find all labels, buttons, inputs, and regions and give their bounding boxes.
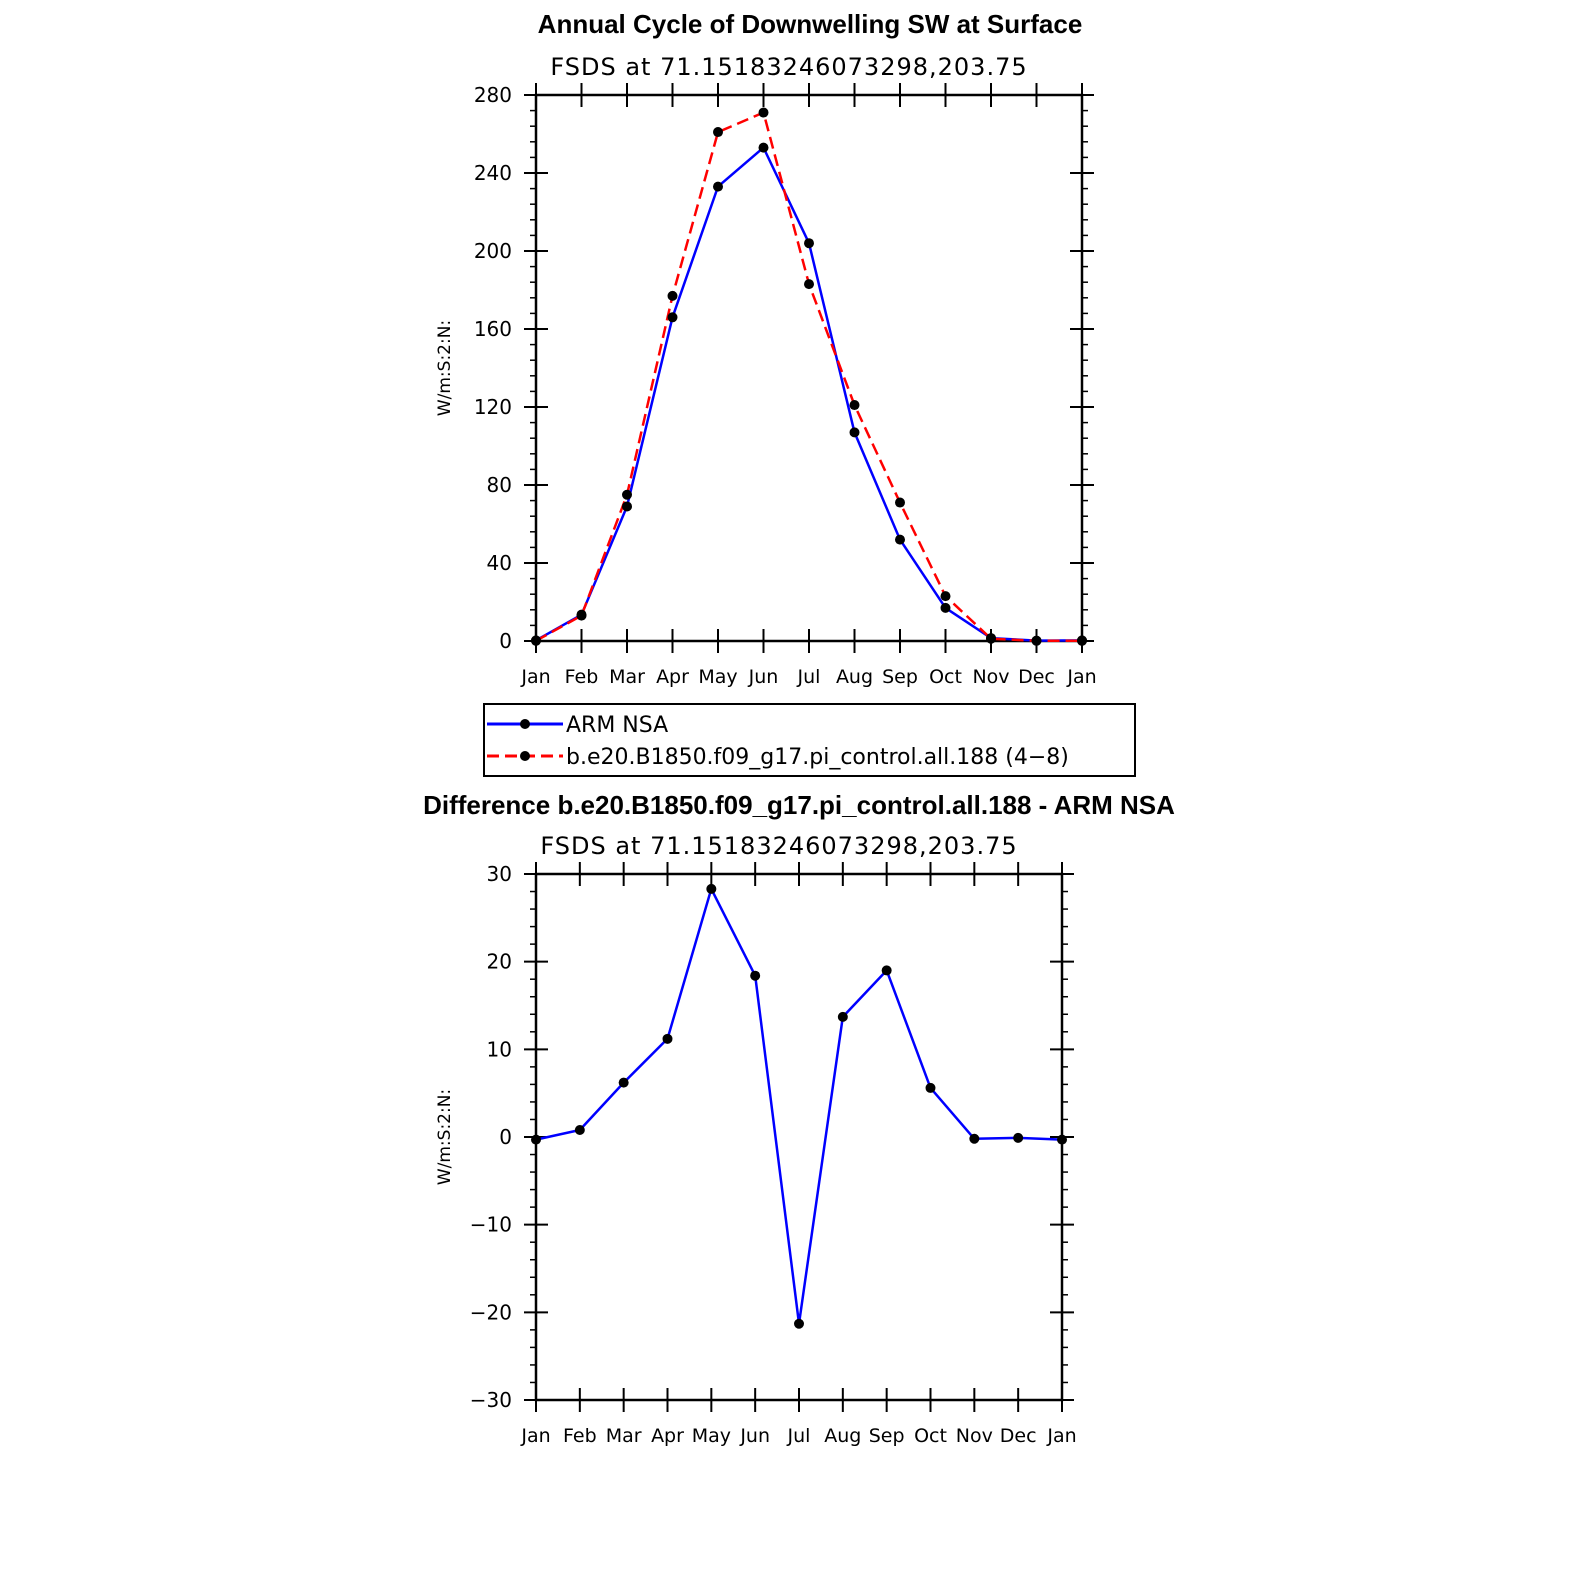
y-tick-label: 80 bbox=[486, 473, 512, 497]
x-ticks bbox=[520, 862, 1076, 1447]
x-tick-label: Jul bbox=[797, 666, 821, 688]
legend bbox=[484, 704, 1135, 776]
data-point bbox=[1057, 1135, 1067, 1145]
plot-frame bbox=[536, 95, 1082, 641]
x-tick-label: Mar bbox=[609, 666, 645, 688]
y-tick-label: 10 bbox=[486, 1037, 512, 1062]
x-tick-label: Dec bbox=[1018, 666, 1055, 688]
y-axis-label: W/m:S:2:N: bbox=[435, 319, 455, 417]
x-tick-label: Jan bbox=[521, 666, 551, 688]
y-tick-label: 120 bbox=[473, 395, 512, 419]
data-point bbox=[668, 291, 678, 301]
legend-label-arm-nsa: ARM NSA bbox=[566, 713, 669, 738]
data-point bbox=[941, 591, 951, 601]
x-tick-label: Apr bbox=[651, 1425, 684, 1447]
data-point bbox=[1013, 1133, 1023, 1143]
x-tick-label: Jun bbox=[740, 1425, 771, 1447]
data-point bbox=[622, 490, 632, 500]
data-point bbox=[986, 634, 996, 644]
data-point bbox=[577, 611, 587, 621]
data-point bbox=[850, 427, 860, 437]
x-tick-label: Aug bbox=[824, 1425, 862, 1447]
y-tick-label: 240 bbox=[473, 161, 512, 185]
x-tick-label: Feb bbox=[564, 666, 599, 688]
x-tick-label: May bbox=[691, 1425, 731, 1447]
difference-chart bbox=[423, 790, 1175, 1447]
data-point bbox=[759, 143, 769, 153]
y-ticks bbox=[470, 862, 1074, 1412]
data-point bbox=[706, 884, 716, 894]
x-tick-label: Oct bbox=[929, 666, 962, 688]
plot-border bbox=[536, 95, 1082, 641]
data-point bbox=[804, 279, 814, 289]
y-tick-label: 20 bbox=[486, 949, 512, 974]
x-tick-label: Jun bbox=[748, 666, 779, 688]
data-point bbox=[794, 1319, 804, 1329]
x-tick-label: Sep bbox=[882, 666, 918, 688]
data-point bbox=[895, 535, 905, 545]
data-point bbox=[850, 400, 860, 410]
x-tick-label: Sep bbox=[868, 1425, 905, 1447]
data-point bbox=[619, 1078, 629, 1088]
legend-marker-arm-nsa bbox=[520, 719, 530, 729]
chart-subtitle: FSDS at 71.15183246073298,203.75 bbox=[550, 53, 1028, 81]
x-tick-label: Feb bbox=[563, 1425, 597, 1447]
x-tick-label: Nov bbox=[972, 666, 1010, 688]
data-point bbox=[895, 498, 905, 508]
data-point bbox=[926, 1083, 936, 1093]
series-line-1 bbox=[536, 113, 1082, 641]
y-tick-label: 160 bbox=[473, 317, 512, 341]
data-point bbox=[804, 238, 814, 248]
data-point bbox=[1077, 636, 1087, 646]
chart-subtitle: FSDS at 71.15183246073298,203.75 bbox=[540, 832, 1018, 860]
y-tick-label: 0 bbox=[499, 629, 512, 653]
x-tick-label: Jul bbox=[787, 1425, 811, 1447]
data-point bbox=[668, 312, 678, 322]
x-tick-label: Mar bbox=[605, 1425, 642, 1447]
x-tick-label: Dec bbox=[999, 1425, 1037, 1447]
data-point bbox=[750, 971, 760, 981]
x-ticks bbox=[520, 83, 1096, 688]
y-tick-label: −30 bbox=[469, 1388, 512, 1412]
data-point bbox=[1032, 636, 1042, 646]
data-point bbox=[759, 108, 769, 118]
x-tick-label: Nov bbox=[955, 1425, 993, 1447]
y-tick-label: 30 bbox=[486, 862, 512, 886]
data-point bbox=[575, 1125, 585, 1135]
legend-marker-model bbox=[520, 751, 530, 761]
x-tick-label: Aug bbox=[835, 666, 874, 688]
data-point bbox=[622, 501, 632, 511]
data-point bbox=[969, 1134, 979, 1144]
x-tick-label: Oct bbox=[914, 1425, 947, 1447]
annual-cycle-chart bbox=[435, 9, 1097, 688]
x-tick-label: Jan bbox=[521, 1425, 551, 1447]
data-point bbox=[941, 603, 951, 613]
x-tick-label: May bbox=[698, 666, 738, 688]
y-tick-label: 40 bbox=[486, 551, 512, 575]
data-point bbox=[531, 1135, 541, 1145]
chart-title: Difference b.e20.B1850.f09_g17.pi_control.all.188 - ARM NSA bbox=[423, 790, 1175, 820]
data-point bbox=[713, 127, 723, 137]
data-point bbox=[882, 965, 892, 975]
y-tick-label: 200 bbox=[473, 239, 512, 263]
y-ticks bbox=[474, 83, 1094, 653]
x-tick-label: Apr bbox=[656, 666, 689, 688]
y-tick-label: −20 bbox=[469, 1300, 512, 1325]
x-tick-label: Jan bbox=[1047, 1425, 1077, 1447]
y-tick-label: 0 bbox=[499, 1125, 512, 1149]
series-layer bbox=[531, 108, 1087, 646]
y-tick-label: 280 bbox=[473, 83, 512, 107]
legend-label-model: b.e20.B1850.f09_g17.pi_control.all.188 (4−8) bbox=[566, 745, 1069, 770]
x-tick-label: Jan bbox=[1067, 666, 1097, 688]
y-tick-label: −10 bbox=[469, 1212, 512, 1237]
data-point bbox=[663, 1034, 673, 1044]
chart-title: Annual Cycle of Downwelling SW at Surface bbox=[537, 9, 1083, 39]
data-point bbox=[713, 182, 723, 192]
data-point bbox=[531, 636, 541, 646]
data-point bbox=[838, 1012, 848, 1022]
y-axis-label: W/m:S:2:N: bbox=[435, 1088, 455, 1186]
series-line-0 bbox=[536, 889, 1062, 1324]
series-layer bbox=[531, 884, 1067, 1329]
series-line-0 bbox=[536, 148, 1082, 641]
